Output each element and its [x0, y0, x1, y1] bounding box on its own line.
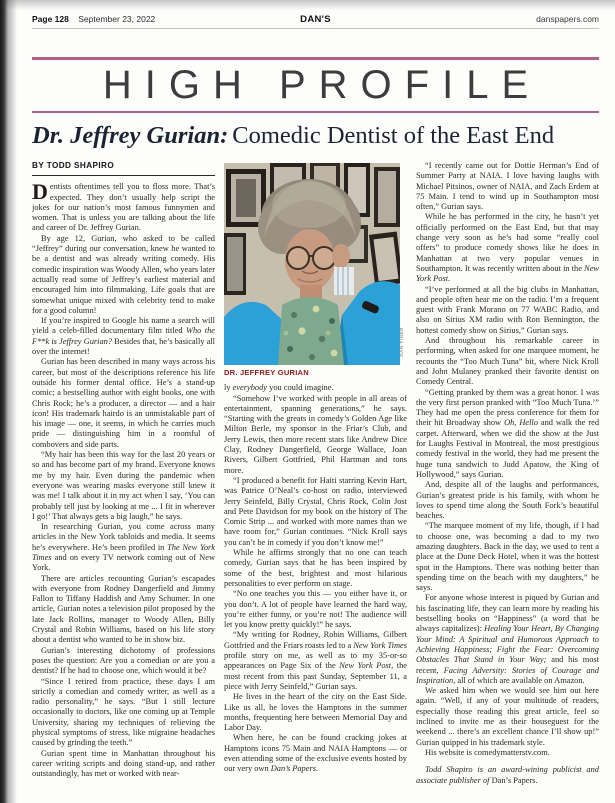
paragraph: “My writing for Rodney, Robin Williams, Gilbert Gottfried and the Friars roasts led to a New York Times profile story on me, as well as to my 35-or-so appearances on Page Six of the New York Post, the most recent from this past Sunday, September 11, a piece with Jerry Seinfeld,” Gurian says. — [224, 630, 408, 691]
column-1 — [32, 161, 215, 793]
column-3 — [416, 161, 599, 793]
masthead: DAN'S — [300, 14, 331, 25]
page-number: Page 128 — [32, 14, 69, 24]
column-2-text — [224, 383, 407, 774]
scarf — [278, 297, 344, 365]
paragraph: We asked him when we would see him out here again. “Well, if any of your multitude of readers, especially those reading this great article, feel so inclined to invite me as their houseguest for the weekend ... there’s an excellent chance I’ll show up!” Gurian quipped in his trademark style. — [416, 686, 599, 747]
paragraph: “No one teaches you this — you either have it, or you don’t. A lot of people have learned the hard way, you’re either funny, or you’re not! The audience will let you know pretty quickly!” he says. — [224, 589, 407, 630]
paragraph: “I produced a benefit for Haiti starring Kevin Hart, was Patrice O’Neal’s co-host on radio, interviewed Jerry Seinfeld, Billy Crystal, Chris Rock, Colin Jost and Pete Davidson for my book on the history of The Comic Strip ... and worked with more names than we have room for,” Gurian continues. “Nick Kroll says you can’t be in comedy if you don’t know me!” — [224, 475, 407, 547]
paragraph: In researching Gurian, you come across many articles in the New York tabloids and media. It seems he’s everywhere. He’s been profiled in The New York Times and on every TV network coming out of New York. — [32, 522, 215, 573]
paragraph: By age 12, Gurian, who asked to be called “Jeffrey” during our conversation, knew he wanted to be a dentist and was already writing comedy. His comedic inspiration was Woody Allen, who years later actually read some of Jeffrey’s earliest material and encouraged him into filmmaking. Life goals that are somewhat unique mixed with celebrity tend to make for a good column! — [32, 233, 215, 315]
paragraph: For anyone whose interest is piqued by Gurian and his fascinating life, they can learn more by reading his bestselling books on “Happiness” (a word that he always capitalizes): Healing Your Heart, By Changing Your Mind: A Spiritual and Humorous Approach to Achieving Happiness; Fight the Fear: Overcoming Obstacles That Stand in Your Way; and his most recent, Facing Adversity: Stories of Courage and Inspiration, all of which are available on Amazon. — [416, 593, 599, 685]
folio-left — [32, 14, 155, 24]
article-headline — [32, 122, 599, 150]
paragraph: Todd Shapiro is an award-wining publicist and associate publisher of Dan’s Papers. — [416, 765, 599, 785]
website-url: danspapers.com — [536, 14, 599, 24]
paragraph: His website is comedymatterstv.com. — [425, 747, 550, 757]
column-3-text — [416, 161, 599, 786]
paragraph: He lives in the heart of the city on the East Side. Like us all, he loves the Hamptons in the summer months, frequenting here between Memorial Day and Labor Day. — [224, 692, 407, 733]
article-body — [32, 161, 599, 793]
issue-date: September 23, 2022 — [78, 14, 156, 24]
byline: BY TODD SHAPIRO — [32, 161, 215, 176]
headline-subtitle: Comedic Dentist of the East End — [232, 122, 555, 149]
photo-credit: DAN TINER — [398, 327, 404, 357]
paragraph: While he affirms strongly that no one can teach comedy, Gurian says that he has been inspired by some of the best, brightest and most hilarious personalities to ever perform on stage. — [224, 548, 407, 588]
accent-rule-bottom — [32, 111, 599, 113]
section-title: HIGH PROFILE — [102, 63, 542, 107]
paragraph: “Getting pranked by them was a great honor. I was the very first person pranked with “Too Much Tuna.’” They had me open the press conference for them for their hit Broadway show Oh, Hello and walk the red carpet. Afterward, when we did the show at the Just for Laughs Festival in Montreal, the most prestigious comedy festival in the world, they had me present the huge tuna sandwich to Judd Apatow, the King of Hollywood,” says Gurian. — [416, 387, 599, 479]
paragraph: There are articles recounting Gurian’s escapades with everyone from Rodney Dangerfield and Jimmy Fallon to Tiffany Haddish and Amy Schumer. In one article, Gurian notes a television pilot proposed by the late Jack Rollins, manager to Woody Allen, Billy Crystal and Robin Williams, based on his life story about a dentist who wanted to be in show biz. — [32, 573, 215, 645]
paragraph: When here, he can be found cracking jokes at Hamptons icons 75 Main and NAIA Hamptons — or even attending some of the exclusive events hosted by our very own Dan’s Papers. — [224, 733, 407, 774]
paragraph: “Since I retired from practice, these days I am strictly a comedian and comedy writer, as well as a radio personality,” he says. “But I still lecture occasionally to doctors, like one coming up at Temple University, sharing my techniques of relieving the physical symptoms of stress, like migraine headaches caused by grinding the teeth.” — [32, 676, 215, 748]
column-2 — [224, 161, 407, 793]
article-photo — [224, 163, 407, 365]
paragraph: “My hair has been this way for the last 20 years or so and has become part of my brand. Everyone knows me by my hair. Even during the pandemic when everyone was wearing masks everyone still knew it was me! I talk about it in my act when I say, ‘You can probably tell just by looking at me ... I fit in wherever I go!’ That always gets a big laugh,” he says. — [32, 450, 215, 521]
folio-header — [32, 0, 599, 29]
paragraph: Dentists oftentimes tell you to floss more. That’s expected. They don’t usually help script the jokes for our nation’s most famous funnymen and women. That is unless you are talking about the life and career of Dr. Jeffrey Gurian. — [32, 179, 215, 233]
column-1-text — [32, 179, 216, 779]
paragraph: Gurian’s interesting dichotomy of professions poses the question: Are you a comedian or are you a dentist? If he had to choose one, which would it be? — [32, 645, 215, 676]
paragraph: While he has performed in the city, he hasn’t yet officially performed on the East End, but that may change very soon as he’s had some “really cool offers” to produce comedy shows like he does in Manhattan at two very popular venues in Southampton. It was recently written about in the New York Post. — [416, 212, 599, 284]
headline-name: Dr. Jeffrey Gurian: — [32, 122, 229, 149]
photo-caption: DR. JEFFREY GURIAN — [224, 368, 309, 377]
paragraph: Gurian has been described in many ways across his career, but most of the descriptions reference his life outside his former dental office. He’s a stand-up comic; a bestselling author with eight books, one with Chris Rock; he’s a producer, a director — and a hair icon! His trademark hairdo is an unmistakable part of his image — one, it seems, in which he carries much pride — distinguishing him in a roomful of combovers and side parts. — [32, 357, 215, 449]
paragraph: ly everybody you could imagine. — [224, 383, 334, 393]
paragraph: If you’re inspired to Google his name a search will yield a celeb-filled documentary film titled Who the F**k is Jeffrey Gurian? Besides that, he’s basically all over the internet! — [32, 316, 216, 357]
paragraph: And throughout his remarkable career in performing, when asked for one marquee moment, he recounts the “Too Much Tuna” bit, where Nick Kroll and John Mulaney pranked their favorite dentist on Comedy Central. — [416, 336, 599, 387]
paragraph: “I’ve performed at all the big clubs in Manhattan, and people often hear me on the radio. I’m a frequent guest with Frank Morano on 77 WABC Radio, and also on Sirius XM radio with Ron Bennington, the hottest comedy show on Sirius,” Gurian says. — [416, 284, 599, 335]
portrait-illustration — [224, 163, 400, 365]
paragraph: “I recently came out for Dottie Herman’s End of Summer Party at NAIA. I love having laughs with Michael Pitsinos, owner of NAIA, and Zach Erdem at 75 Main. I tend to wind up in Southampton most often,” Gurian says. — [416, 161, 599, 212]
newspaper-page — [32, 0, 599, 793]
page-edge-shadow — [0, 0, 18, 803]
accent-rule-top — [32, 57, 599, 60]
paragraph: “Somehow I’ve worked with people in all areas of entertainment, spanning generations,” he says. “Starting with the greats in comedy’s Golden Age like Milton Berle, my sponsor in the Friar’s Club, and Jerry Lewis, then more recent stars like Andrew Dice Clay, Rodney Dangerfield, George Wallace, Joan Rivers, Gilbert Gottfried, Phil Hartman and tons more. — [224, 393, 407, 475]
paragraph: “The marquee moment of my life, though, if I had to choose one, was becoming a dad to my two amazing daughters. Back in the day, we used to rent a place at the Dune Deck Hotel, when it was the hottest spot in the Hamptons. There was nothing better than spending time on the beach with my daughters,” he says. — [416, 521, 599, 593]
paragraph: Gurian spent time in Manhattan throughout his career writing scripts and doing stand-up, and rather outstandingly, has met or worked with near- — [32, 748, 215, 779]
paragraph: And, despite all of the laughs and performances, Gurian’s greatest pride is his family, with whom he loves to spend time along the South Fork’s beautiful beaches. — [416, 480, 599, 521]
